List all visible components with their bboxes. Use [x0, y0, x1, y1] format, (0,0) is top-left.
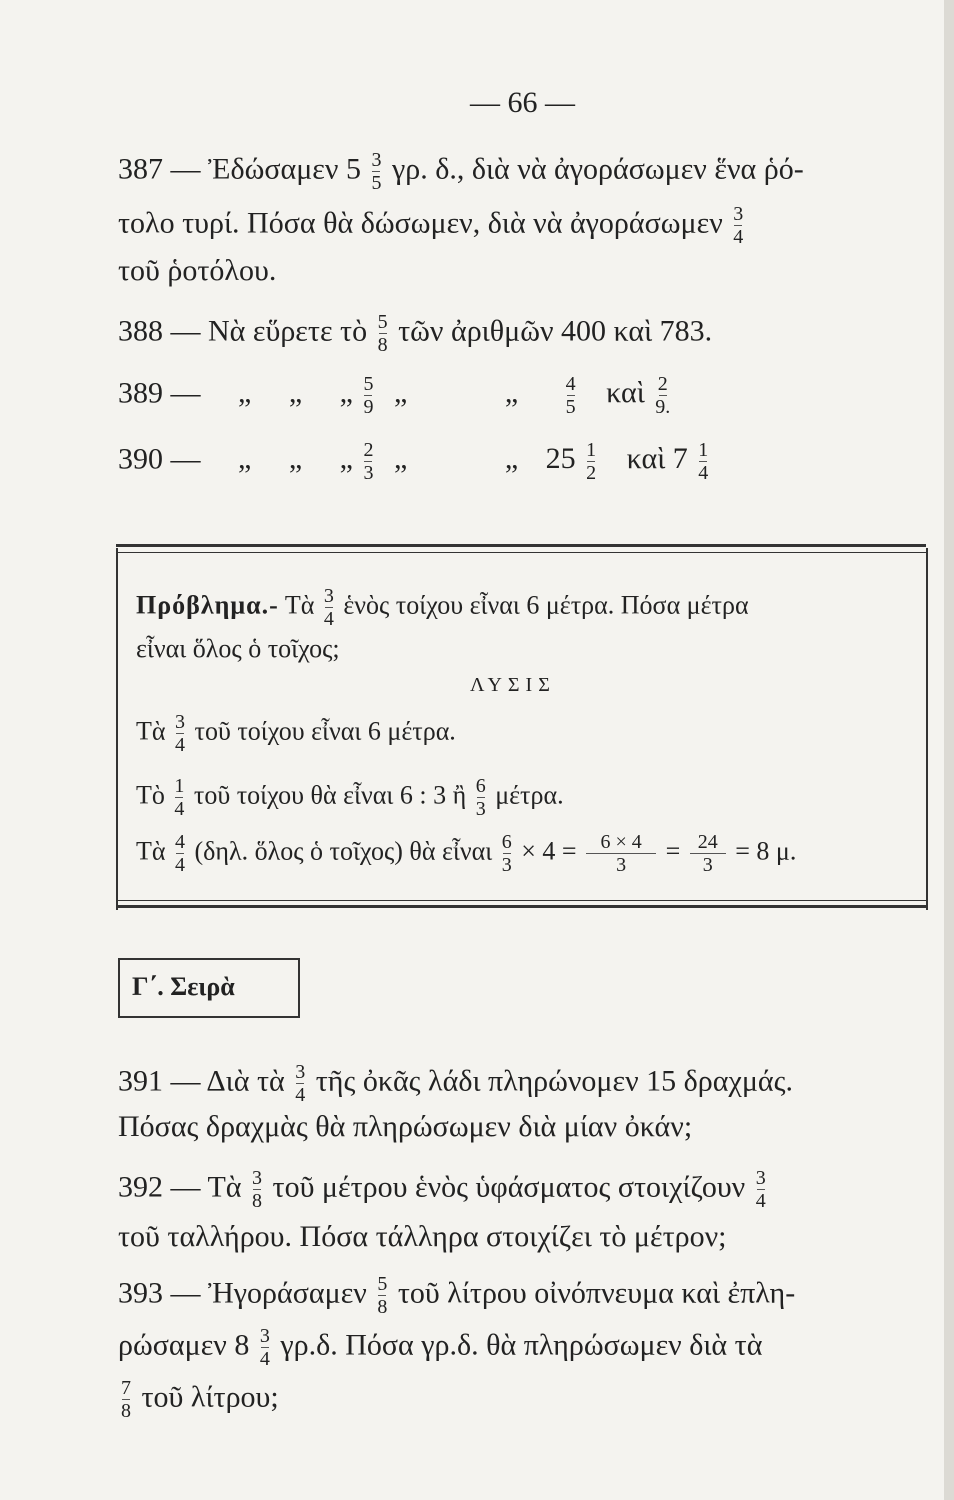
solution-step-2: Τὸ $\frac{1}{4}$ τοῦ τοίχου θὰ εἶναι 6 : 3 ἢ $\frac{6}{3}$ μέτρα. [136, 775, 564, 820]
exercise-number: 387 [118, 152, 163, 186]
exercise-number: 388 [118, 314, 163, 348]
fraction: $\frac{3}{8}$ [252, 1167, 263, 1212]
exercise-number: 389 [118, 376, 163, 410]
exercise-393-line2: ρώσαμεν 8 $\frac{3}{4}$ γρ.δ. Πόσα γρ.δ. θὰ πληρώσωμεν διὰ τὰ [118, 1325, 763, 1370]
fraction: $\frac{6 \times 4}{3}$ [586, 832, 656, 875]
fraction: $\frac{1}{4}$ [698, 439, 709, 484]
problem-title: Πρόβλημα.- [136, 590, 279, 620]
fraction: $\frac{5}{8}$ [377, 311, 388, 356]
fraction: $\frac{3}{4}$ [295, 1061, 306, 1106]
exercise-387-line1: 387 — Ἐδώσαμεν 5 $\frac{3}{5}$ γρ. δ., διὰ νὰ ἀγοράσωμεν ἕνα ῥό- [118, 149, 804, 194]
fraction: $\frac{3}{5}$ [371, 149, 382, 194]
problem-statement-line2: εἶναι ὅλος ὁ τοῖχος; [136, 634, 340, 663]
fraction: $\frac{2}{3}$ [363, 439, 374, 484]
fraction: $\frac{3}{4}$ [733, 203, 744, 248]
fraction: $\frac{7}{8}$ [121, 1377, 131, 1422]
solution-step-3: Τὰ $\frac{4}{4}$ (δηλ. ὅλος ὁ τοῖχος) θὰ εἶναι $\frac{6}{3}$ × 4 = $\frac{6 \times 4}{3}$ = $\frac{24}{3}$ = 8 μ. [136, 831, 797, 876]
box-top-rule [116, 544, 926, 547]
exercise-392-line2: τοῦ ταλλήρου. Πόσα τάλληρα στοιχίζει τὸ μέτρον; [118, 1220, 727, 1253]
exercise-number: 391 [118, 1064, 163, 1098]
exercise-389: 389 — „ „ „ $\frac{5}{9}$ „ „ $\frac{4}{5}$ καὶ $\frac{2}{9.}$ [118, 373, 671, 418]
exercise-391-line1: 391 — Διὰ τὰ $\frac{3}{4}$ τῆς ὀκᾶς λάδι πληρώνομεν 15 δραχμάς. [118, 1061, 793, 1106]
exercise-388: 388 — Νὰ εὕρετε τὸ $\frac{5}{8}$ τῶν ἀριθμῶν 400 καὶ 783. [118, 311, 713, 356]
fraction: $\frac{1}{2}$ [586, 439, 597, 484]
fraction: $\frac{4}{4}$ [175, 831, 186, 876]
fraction: $\frac{3}{4}$ [755, 1167, 766, 1212]
exercise-393-line1: 393 — Ἠγοράσαμεν $\frac{5}{8}$ τοῦ λίτρου οἰνόπνευμα καὶ ἐπλη- [118, 1273, 796, 1318]
fraction: $\frac{5}{9}$ [363, 373, 374, 418]
solution-step-1: Τὰ $\frac{3}{4}$ τοῦ τοίχου εἶναι 6 μέτρα. [136, 711, 456, 756]
fraction: $\frac{5}{8}$ [377, 1273, 388, 1318]
exercise-392-line1: 392 — Τὰ $\frac{3}{8}$ τοῦ μέτρου ἑνὸς ὑφάσματος στοιχίζουν $\frac{3}{4}$ [118, 1167, 766, 1212]
fraction: $\frac{6}{3}$ [501, 831, 512, 876]
page-number: — 66 — [470, 86, 575, 119]
fraction: $\frac{3}{4}$ [175, 711, 186, 756]
problem-statement-line1: Πρόβλημα.- Τὰ $\frac{3}{4}$ ἑνὸς τοίχου εἶναι 6 μέτρα. Πόσα μέτρα [136, 585, 749, 630]
box-bottom-rule [116, 905, 926, 908]
series-label: Γ΄. Σειρὰ [132, 972, 235, 1001]
fraction: $\frac{24}{3}$ [690, 832, 726, 875]
exercise-number: 390 [118, 442, 163, 476]
exercise-390: 390 — „ „ „ $\frac{2}{3}$ „ „ 25 $\frac{1}{2}$ καὶ 7 $\frac{1}{4}$ [118, 439, 709, 484]
fraction: $\frac{3}{4}$ [323, 585, 334, 630]
fraction: $\frac{2}{9.}$ [655, 373, 671, 418]
fraction: $\frac{3}{4}$ [259, 1325, 270, 1370]
page-edge [944, 0, 954, 1500]
exercise-number: 393 [118, 1276, 163, 1310]
exercise-391-line2: Πόσας δραχμὰς θὰ πληρώσωμεν διὰ μίαν ὀκάν; [118, 1110, 693, 1143]
fraction: $\frac{1}{4}$ [174, 775, 185, 820]
exercise-387-line3: τοῦ ῥοτόλου. [118, 254, 277, 287]
solution-heading: ΛΥΣΙΣ [470, 674, 556, 696]
box-bottom-rule-thin [116, 900, 926, 901]
exercise-number: 392 [118, 1170, 163, 1204]
fraction: $\frac{6}{3}$ [475, 775, 486, 820]
fraction: $\frac{4}{5}$ [565, 373, 576, 418]
exercise-387-line2: τολο τυρί. Πόσα θὰ δώσωμεν, διὰ νὰ ἀγοράσωμεν $\frac{3}{4}$ [118, 203, 744, 248]
exercise-393-line3: $\frac{7}{8}$ τοῦ λίτρου; [121, 1377, 279, 1422]
